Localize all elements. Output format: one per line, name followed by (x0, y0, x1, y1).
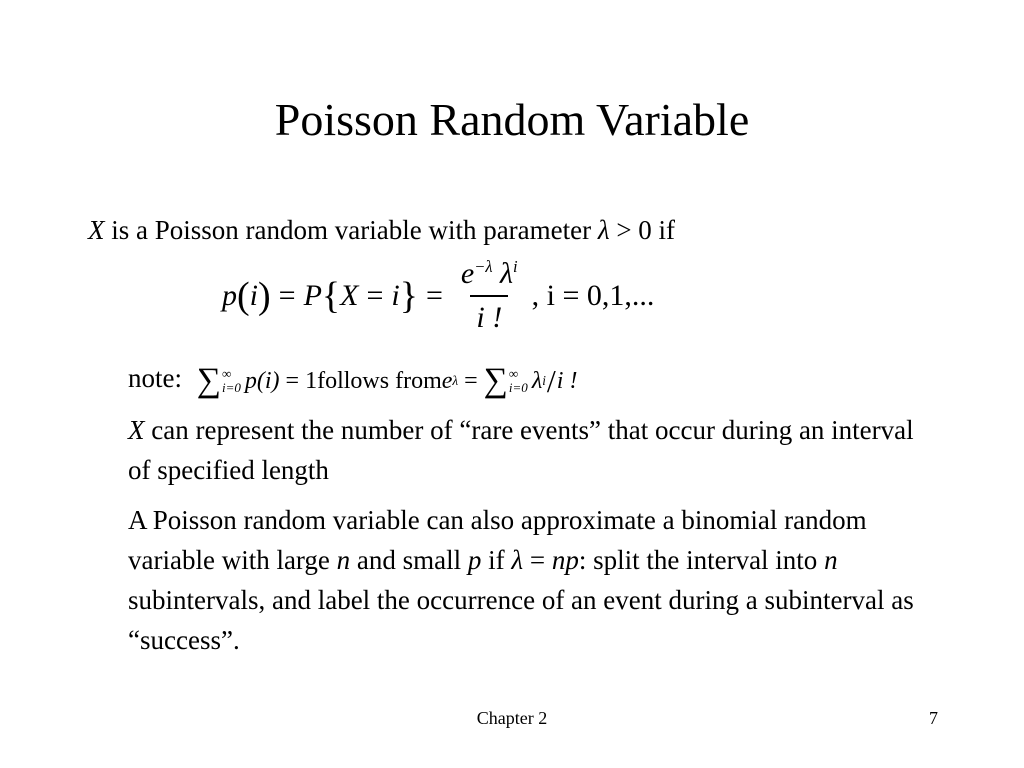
footer-chapter: Chapter 2 (476, 708, 548, 728)
intro-text: is a Poisson random variable with parameter (104, 215, 598, 245)
intro-paragraph (88, 210, 928, 250)
intro-variable: X (88, 215, 105, 245)
num-lambda: λ (500, 257, 514, 290)
num-e-exponent: −λ (474, 257, 493, 276)
sum-2 (483, 361, 528, 399)
approx-t5: : split the interval into (578, 545, 825, 575)
fraction-denominator: i ! (470, 295, 508, 335)
approx-np: np (551, 545, 579, 575)
approx-lambda: λ (511, 545, 524, 575)
formula-lparen: ( (237, 275, 250, 317)
note-math: ∑ ∞ i=0 p (i) = 1 follows from e λ = ∑ ∞ i=0 λ i / i ! (196, 361, 578, 399)
note-label: note: (128, 363, 182, 393)
sum-2-upper: ∞ (508, 365, 519, 381)
sum-2-lower: i=0 (508, 379, 528, 395)
rare-events-paragraph (128, 410, 918, 490)
formula-P: P (303, 279, 322, 312)
note-p-arg: (i) (256, 367, 280, 394)
sigma-2: ∑ (483, 361, 508, 399)
fraction-numerator (455, 257, 524, 295)
approx-n1: n (336, 545, 351, 575)
formula-eq3: = (426, 279, 443, 312)
note-e: e (441, 367, 453, 394)
formula-i: i (249, 279, 258, 312)
approx-t6: subintervals, and label the occurrence of an event during a subinterval as “success”. (128, 585, 914, 655)
note-follows: follows from (317, 367, 442, 394)
formula-eq1: = (278, 279, 296, 312)
slide-title: Poisson Random Variable (274, 94, 750, 145)
formula-rbrace: } (399, 275, 418, 317)
rare-text: can represent the number of “rare events” that occur during an interval of specified length (128, 415, 914, 485)
intro-lambda: λ (597, 215, 610, 245)
note-eq-one: = 1 (285, 367, 318, 394)
approximation-paragraph (128, 500, 918, 660)
footer-page-number: 7 (929, 708, 938, 728)
intro-condition: > 0 if (609, 215, 676, 245)
note-line (128, 358, 918, 401)
note-slash: / (546, 362, 556, 399)
approx-t4: = (523, 545, 552, 575)
formula-fraction (455, 257, 524, 335)
approx-t3: if (481, 545, 512, 575)
num-lambda-exponent: i (513, 257, 518, 276)
formula-p: p (222, 279, 237, 312)
note-p: p (244, 367, 257, 394)
approx-t1: A Poisson random variable can also approximate a binomial random variable with large (128, 505, 867, 575)
sum-1-upper: ∞ (222, 365, 232, 381)
formula-X: X (340, 279, 359, 312)
sum-1 (196, 361, 241, 399)
num-e: e (460, 257, 475, 290)
formula-eq2: = (366, 279, 384, 312)
sigma-1: ∑ (196, 361, 221, 399)
sum-2-limits (509, 367, 528, 395)
sum-1-limits (222, 367, 241, 395)
note-lambda: λ (531, 367, 543, 394)
formula-lbrace: { (321, 275, 341, 317)
poisson-pmf-formula (222, 250, 654, 342)
approx-n2: n (824, 545, 838, 575)
approx-p: p (467, 545, 482, 575)
formula-i2: i (391, 279, 400, 312)
formula-tail: , i = 0,1,... (531, 279, 655, 312)
note-factorial: i ! (556, 367, 578, 394)
note-eq2: = (464, 367, 478, 394)
rare-variable: X (128, 415, 145, 445)
formula-rparen: ) (258, 275, 271, 317)
sum-1-lower: i=0 (222, 379, 241, 395)
approx-t2: and small (350, 545, 468, 575)
